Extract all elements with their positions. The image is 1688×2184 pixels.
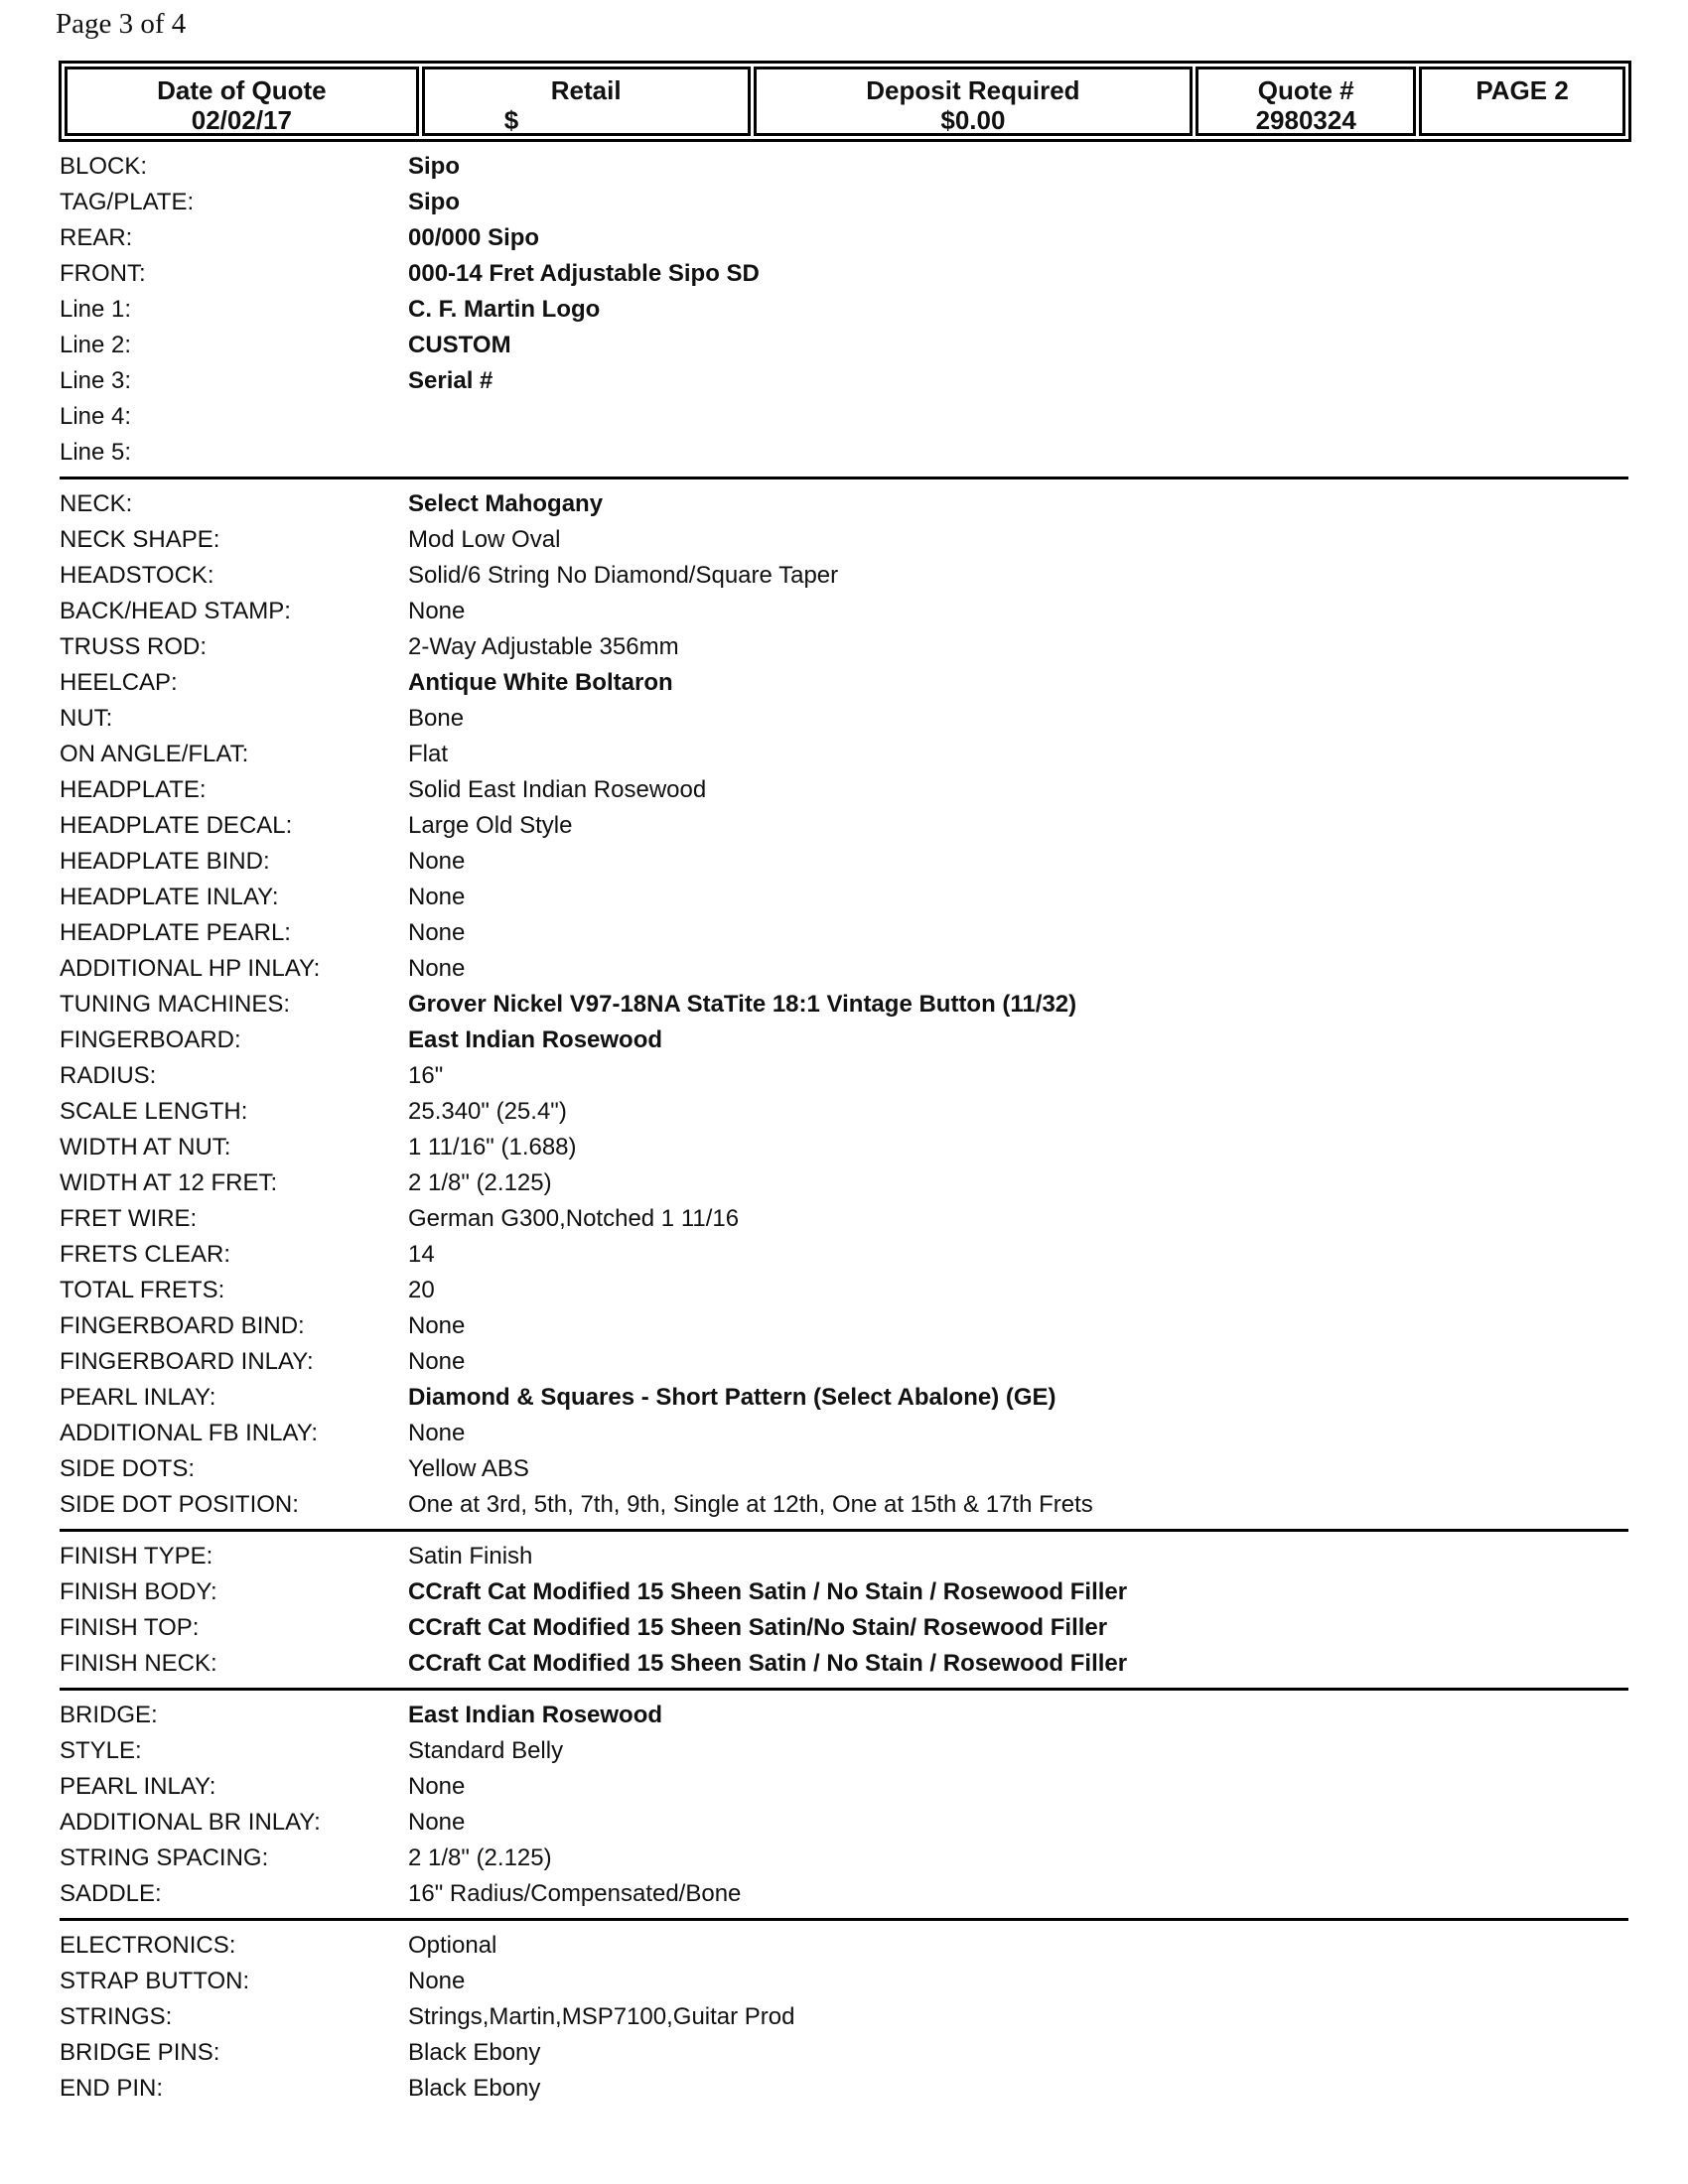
spec-value: Diamond & Squares - Short Pattern (Select Abalone) (GE) [408, 1384, 1056, 1411]
spec-row [60, 1308, 1628, 1344]
header-value: 02/02/17 [191, 105, 292, 135]
spec-value: Grover Nickel V97-18NA StaTite 18:1 Vintage Button (11/32) [408, 991, 1077, 1018]
spec-row [60, 808, 1628, 844]
spec-label: SCALE LENGTH: [60, 1098, 248, 1125]
spec-label: RADIUS: [60, 1062, 157, 1089]
spec-label: REAR: [60, 224, 133, 251]
spec-label: Line 1: [60, 296, 132, 323]
spec-label: FINGERBOARD BIND: [60, 1312, 305, 1339]
spec-row [60, 435, 1628, 471]
spec-value: 00/000 Sipo [408, 224, 540, 251]
spec-label: SIDE DOTS: [60, 1455, 196, 1482]
spec-value: Serial # [408, 367, 493, 394]
spec-value: Strings,Martin,MSP7100,Guitar Prod [408, 2003, 795, 2030]
spec-value: One at 3rd, 5th, 7th, 9th, Single at 12th, One at 15th & 17th Frets [408, 1491, 1093, 1518]
spec-row [60, 987, 1628, 1023]
spec-label: FINGERBOARD INLAY: [60, 1348, 314, 1375]
spec-row [60, 1928, 1628, 1964]
spec-label: Line 4: [60, 403, 132, 430]
spec-section [60, 1688, 1628, 1918]
spec-row [60, 1841, 1628, 1876]
spec-row [60, 256, 1628, 292]
spec-row [60, 1539, 1628, 1574]
spec-label: FINISH TOP: [60, 1614, 200, 1641]
header-cell-quote-number [1196, 67, 1416, 136]
spec-value: East Indian Rosewood [408, 1702, 663, 1728]
spec-label: FRETS CLEAR: [60, 1241, 231, 1268]
spec-value: Flat [408, 741, 449, 767]
spec-row [60, 1487, 1628, 1523]
spec-label: Line 5: [60, 439, 132, 466]
spec-value: None [408, 919, 466, 946]
header-cell-date-of-quote [65, 67, 419, 136]
spec-label: BRIDGE: [60, 1702, 158, 1728]
spec-label: FINGERBOARD: [60, 1026, 241, 1053]
spec-label: HEADPLATE INLAY: [60, 884, 279, 910]
spec-row [60, 399, 1628, 435]
spec-label: ADDITIONAL FB INLAY: [60, 1420, 319, 1446]
spec-value: None [408, 848, 466, 875]
spec-row [60, 2035, 1628, 2071]
spec-label: TRUSS ROD: [60, 633, 208, 660]
spec-label: ADDITIONAL HP INLAY: [60, 955, 321, 982]
spec-row [60, 292, 1628, 328]
spec-label: SADDLE: [60, 1880, 162, 1907]
spec-value: None [408, 955, 466, 982]
spec-value: None [408, 1968, 466, 1994]
spec-value: Yellow ABS [408, 1455, 529, 1482]
spec-value: None [408, 1420, 466, 1446]
spec-label: TUNING MACHINES: [60, 991, 291, 1018]
spec-label: BACK/HEAD STAMP: [60, 598, 291, 624]
spec-value: Sipo [408, 153, 460, 180]
spec-section [60, 1529, 1628, 1688]
spec-label: FRONT: [60, 260, 146, 287]
page-number-label: Page 3 of 4 [56, 8, 187, 40]
spec-row [60, 1201, 1628, 1237]
spec-value: 000-14 Fret Adjustable Sipo SD [408, 260, 760, 287]
spec-value: 2-Way Adjustable 356mm [408, 633, 679, 660]
spec-label: WIDTH AT 12 FRET: [60, 1169, 278, 1196]
spec-value: Satin Finish [408, 1543, 533, 1570]
spec-row [60, 880, 1628, 915]
spec-value: Bone [408, 705, 465, 732]
header-label: Retail [550, 75, 622, 105]
spec-value: Select Mahogany [408, 490, 604, 517]
spec-label: PEARL INLAY: [60, 1384, 216, 1411]
spec-row [60, 1574, 1628, 1610]
spec-row [60, 1130, 1628, 1165]
spec-value: 16" Radius/Compensated/Bone [408, 1880, 742, 1907]
spec-row [60, 951, 1628, 987]
spec-label: Line 2: [60, 332, 132, 358]
spec-value: German G300,Notched 1 11/16 [408, 1205, 740, 1232]
spec-label: HEADSTOCK: [60, 562, 214, 589]
spec-row [60, 1058, 1628, 1094]
spec-label: STRING SPACING: [60, 1844, 269, 1871]
header-label: Date of Quote [157, 75, 327, 105]
spec-value: CCraft Cat Modified 15 Sheen Satin / No Stain / Rosewood Filler [408, 1578, 1128, 1605]
spec-label: FINISH TYPE: [60, 1543, 213, 1570]
spec-value: None [408, 598, 466, 624]
spec-row [60, 185, 1628, 220]
spec-value: Mod Low Oval [408, 526, 561, 553]
spec-value: None [408, 1348, 466, 1375]
spec-value: C. F. Martin Logo [408, 296, 601, 323]
spec-value: CCraft Cat Modified 15 Sheen Satin/No Stain/ Rosewood Filler [408, 1614, 1108, 1641]
spec-row [60, 772, 1628, 808]
spec-label: HEADPLATE BIND: [60, 848, 270, 875]
spec-value: East Indian Rosewood [408, 1026, 663, 1053]
spec-label: FINISH BODY: [60, 1578, 217, 1605]
spec-row [60, 1416, 1628, 1451]
spec-value: Solid East Indian Rosewood [408, 776, 707, 803]
header-cell-page [1419, 67, 1625, 136]
spec-row [60, 1380, 1628, 1416]
spec-row [60, 665, 1628, 701]
spec-label: NECK SHAPE: [60, 526, 220, 553]
spec-label: TAG/PLATE: [60, 189, 195, 215]
spec-label: BRIDGE PINS: [60, 2039, 220, 2066]
header-value: 2980324 [1255, 105, 1356, 135]
spec-value: CCraft Cat Modified 15 Sheen Satin / No Stain / Rosewood Filler [408, 1650, 1128, 1677]
spec-label: WIDTH AT NUT: [60, 1134, 231, 1160]
spec-label: FRET WIRE: [60, 1205, 198, 1232]
spec-value: 20 [408, 1277, 435, 1303]
spec-value: Black Ebony [408, 2075, 541, 2102]
spec-label: HEADPLATE DECAL: [60, 812, 293, 839]
spec-value: None [408, 1773, 466, 1800]
spec-label: STRINGS: [60, 2003, 173, 2030]
spec-label: Line 3: [60, 367, 132, 394]
spec-section [60, 149, 1628, 477]
spec-row [60, 149, 1628, 185]
spec-sections [60, 149, 1628, 2113]
spec-section [60, 1918, 1628, 2113]
spec-label: FINISH NECK: [60, 1650, 217, 1677]
spec-value: 25.340" (25.4") [408, 1098, 567, 1125]
spec-value: 14 [408, 1241, 435, 1268]
spec-row [60, 737, 1628, 772]
spec-row [60, 328, 1628, 363]
spec-value: None [408, 1312, 466, 1339]
spec-label: ADDITIONAL BR INLAY: [60, 1809, 321, 1836]
spec-label: NECK: [60, 490, 133, 517]
spec-label: HEELCAP: [60, 669, 178, 696]
spec-label: HEADPLATE: [60, 776, 207, 803]
spec-row [60, 1876, 1628, 1912]
spec-row [60, 594, 1628, 629]
spec-row [60, 915, 1628, 951]
spec-label: END PIN: [60, 2075, 164, 2102]
spec-value: None [408, 1809, 466, 1836]
spec-row [60, 1273, 1628, 1308]
spec-value: 16" [408, 1062, 444, 1089]
spec-label: BLOCK: [60, 153, 148, 180]
header-value: $0.00 [940, 105, 1006, 135]
header-value: $ [503, 105, 519, 135]
spec-section [60, 477, 1628, 1529]
spec-label: STRAP BUTTON: [60, 1968, 250, 1994]
spec-label: NUT: [60, 705, 113, 732]
spec-row [60, 1964, 1628, 1999]
spec-value: Sipo [408, 189, 460, 215]
spec-value: Solid/6 String No Diamond/Square Taper [408, 562, 839, 589]
quote-header-table [59, 61, 1631, 142]
spec-row [60, 1344, 1628, 1380]
spec-row [60, 2071, 1628, 2107]
spec-row [60, 701, 1628, 737]
spec-row [60, 844, 1628, 880]
header-label: PAGE 2 [1476, 75, 1569, 105]
spec-row [60, 1023, 1628, 1058]
spec-label: TOTAL FRETS: [60, 1277, 225, 1303]
spec-row [60, 1733, 1628, 1769]
spec-value: 2 1/8" (2.125) [408, 1844, 552, 1871]
spec-label: STYLE: [60, 1737, 142, 1764]
spec-row [60, 1610, 1628, 1646]
spec-value: Standard Belly [408, 1737, 564, 1764]
spec-row [60, 1698, 1628, 1733]
spec-row [60, 1237, 1628, 1273]
spec-row [60, 363, 1628, 399]
spec-label: ELECTRONICS: [60, 1932, 236, 1959]
spec-row [60, 1094, 1628, 1130]
spec-row [60, 629, 1628, 665]
spec-value: 2 1/8" (2.125) [408, 1169, 552, 1196]
header-cell-deposit-required [754, 67, 1194, 136]
spec-value: Optional [408, 1932, 497, 1959]
header-label: Quote # [1257, 75, 1354, 105]
spec-row [60, 1165, 1628, 1201]
spec-label: PEARL INLAY: [60, 1773, 216, 1800]
spec-label: SIDE DOT POSITION: [60, 1491, 299, 1518]
header-label: Deposit Required [866, 75, 1080, 105]
spec-row [60, 220, 1628, 256]
spec-row [60, 1999, 1628, 2035]
spec-value: Antique White Boltaron [408, 669, 673, 696]
spec-value: 1 11/16" (1.688) [408, 1134, 577, 1160]
spec-value: CUSTOM [408, 332, 511, 358]
spec-row [60, 522, 1628, 558]
spec-row [60, 486, 1628, 522]
spec-value: Large Old Style [408, 812, 573, 839]
spec-label: HEADPLATE PEARL: [60, 919, 291, 946]
spec-row [60, 558, 1628, 594]
header-cell-retail [422, 67, 751, 136]
spec-row [60, 1451, 1628, 1487]
spec-value: None [408, 884, 466, 910]
spec-row [60, 1805, 1628, 1841]
spec-row [60, 1769, 1628, 1805]
spec-value: Black Ebony [408, 2039, 541, 2066]
spec-row [60, 1646, 1628, 1682]
spec-label: ON ANGLE/FLAT: [60, 741, 249, 767]
